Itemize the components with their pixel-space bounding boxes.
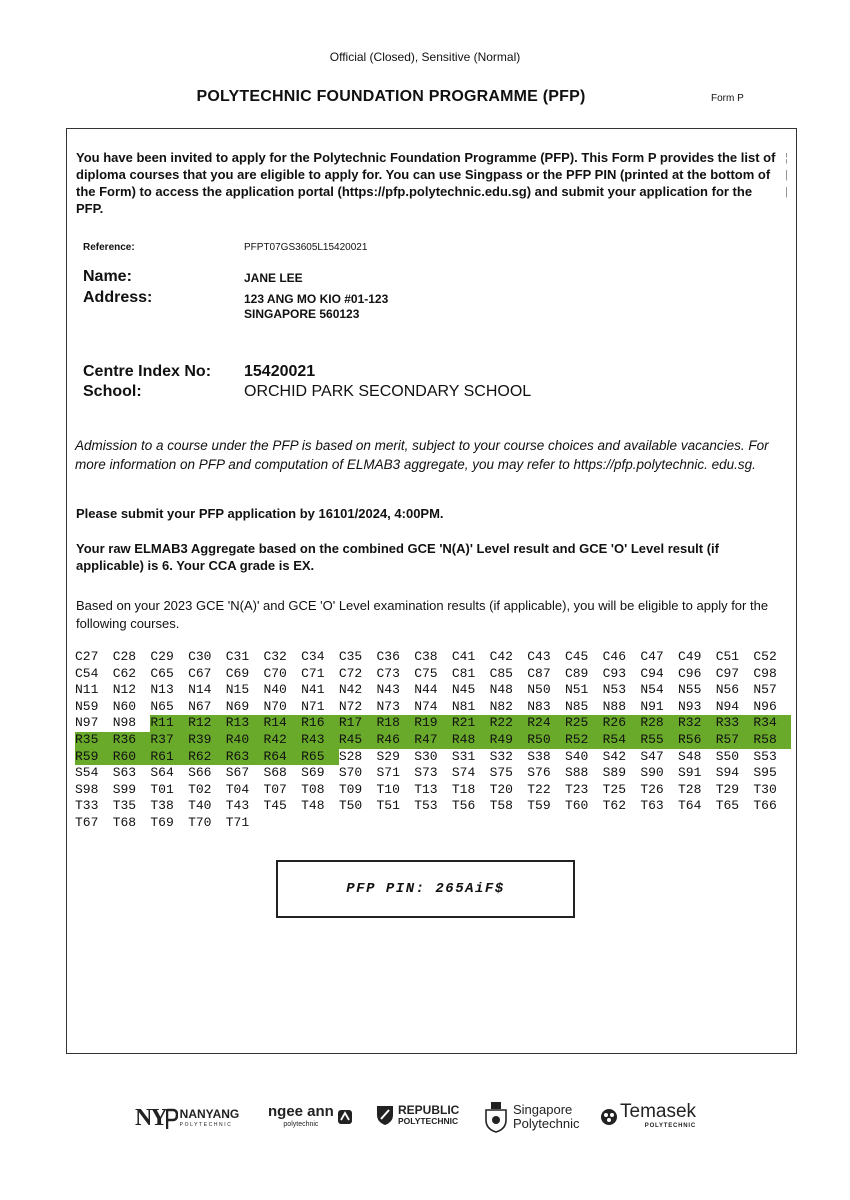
course-code: R21 bbox=[452, 715, 490, 732]
course-code: C85 bbox=[489, 665, 513, 681]
course-code: R57 bbox=[716, 732, 754, 749]
course-code: N57 bbox=[753, 682, 777, 698]
course-code: N73 bbox=[376, 698, 400, 714]
reference-value: PFPT07GS3605L15420021 bbox=[244, 242, 368, 253]
course-code: T40 bbox=[188, 798, 212, 814]
course-code: N91 bbox=[640, 698, 664, 714]
course-code: T02 bbox=[188, 781, 212, 797]
pfp-pin-text: PFP PIN: 265AiF$ bbox=[346, 881, 505, 897]
course-code-row bbox=[75, 682, 795, 699]
course-code: N65 bbox=[150, 698, 174, 714]
course-code: S50 bbox=[715, 748, 740, 764]
course-code: R35 bbox=[75, 732, 113, 749]
course-code: S73 bbox=[414, 765, 438, 781]
course-code: N56 bbox=[715, 682, 740, 698]
course-code: C51 bbox=[715, 649, 740, 664]
programme-title: POLYTECHNIC FOUNDATION PROGRAMME (PFP) bbox=[196, 88, 586, 105]
course-code: C94 bbox=[640, 665, 664, 681]
course-code: T33 bbox=[75, 798, 99, 814]
course-code: C89 bbox=[564, 665, 589, 681]
course-code: R40 bbox=[226, 732, 264, 749]
course-code: T53 bbox=[414, 798, 438, 814]
course-code: N88 bbox=[602, 698, 627, 714]
course-code: C87 bbox=[527, 665, 551, 681]
course-code: N45 bbox=[451, 682, 476, 698]
intro-paragraph: You have been invited to apply for the Polytechnic Foundation Programme (PFP). This Form P provides the list of diploma courses that you are eligible to apply for. You can use Singpass or the PFP PIN (printed at the bottom of the Form) to access the application portal (https://pfp.polytechnic.edu.sg) and submit your application for the PFP. bbox=[76, 150, 776, 216]
course-code-row bbox=[75, 732, 795, 749]
course-code: N50 bbox=[527, 682, 551, 698]
course-code: T18 bbox=[451, 781, 476, 797]
course-code: T68 bbox=[112, 814, 137, 830]
course-code: C96 bbox=[678, 665, 702, 681]
course-code: S70 bbox=[338, 765, 363, 781]
course-code: T30 bbox=[753, 781, 777, 797]
course-code: C34 bbox=[301, 649, 325, 664]
course-code: T69 bbox=[150, 814, 174, 830]
course-code: C98 bbox=[753, 665, 777, 681]
reference-label: Reference: bbox=[83, 242, 135, 253]
course-code: S28 bbox=[338, 748, 363, 764]
course-code: S38 bbox=[527, 748, 551, 764]
course-code: N12 bbox=[112, 682, 137, 698]
course-code: R47 bbox=[414, 732, 452, 749]
course-code: S89 bbox=[602, 765, 627, 781]
course-code: C41 bbox=[451, 649, 476, 664]
course-code: T70 bbox=[188, 814, 212, 830]
course-code: R64 bbox=[263, 749, 301, 766]
course-code: R17 bbox=[339, 715, 377, 732]
course-code-row bbox=[75, 715, 795, 732]
course-code: N72 bbox=[338, 698, 363, 714]
course-code: T60 bbox=[564, 798, 589, 814]
course-code-row bbox=[75, 666, 795, 683]
centre-index-label: Centre Index No: bbox=[83, 363, 212, 380]
address-line-1: 123 ANG MO KIO #01-123 bbox=[244, 292, 389, 306]
course-code: C97 bbox=[715, 665, 740, 681]
course-code: T13 bbox=[414, 781, 438, 797]
course-code: C67 bbox=[188, 665, 212, 681]
course-code-row bbox=[75, 749, 795, 766]
republic-logo bbox=[375, 1104, 459, 1126]
nyp-logo bbox=[135, 1105, 239, 1132]
course-code: S75 bbox=[489, 765, 513, 781]
course-code: T28 bbox=[678, 781, 702, 797]
course-code: S54 bbox=[75, 765, 99, 781]
course-code: S31 bbox=[451, 748, 476, 764]
course-code: N67 bbox=[188, 698, 212, 714]
course-code: C27 bbox=[75, 649, 99, 664]
course-code: C72 bbox=[338, 665, 363, 681]
rp-sub: POLYTECHNIC bbox=[398, 1116, 459, 1126]
course-code: S94 bbox=[715, 765, 740, 781]
pfp-pin-box bbox=[276, 860, 575, 918]
course-code: N98 bbox=[112, 715, 137, 731]
course-code: R25 bbox=[565, 715, 603, 732]
course-code: N15 bbox=[225, 682, 250, 698]
course-code: R11 bbox=[150, 715, 188, 732]
course-code: C30 bbox=[188, 649, 212, 664]
course-code: R52 bbox=[565, 732, 603, 749]
course-code: R43 bbox=[301, 732, 339, 749]
course-code: T10 bbox=[376, 781, 400, 797]
course-code: C45 bbox=[564, 649, 589, 664]
course-code: C38 bbox=[414, 649, 438, 664]
course-code: C35 bbox=[338, 649, 363, 664]
course-code: R59 bbox=[75, 749, 113, 766]
course-code: R26 bbox=[603, 715, 641, 732]
course-code: T29 bbox=[715, 781, 740, 797]
school-value: ORCHID PARK SECONDARY SCHOOL bbox=[244, 383, 532, 400]
course-code: T59 bbox=[527, 798, 551, 814]
course-code: N43 bbox=[376, 682, 400, 698]
course-code: T45 bbox=[263, 798, 287, 814]
course-code: R56 bbox=[678, 732, 716, 749]
course-code: R18 bbox=[377, 715, 415, 732]
course-code: S67 bbox=[225, 765, 250, 781]
course-code: N11 bbox=[75, 682, 99, 698]
course-code: N42 bbox=[338, 682, 363, 698]
course-code: R32 bbox=[678, 715, 716, 732]
course-code: C43 bbox=[527, 649, 551, 664]
course-code: C62 bbox=[112, 665, 137, 681]
course-code: T25 bbox=[602, 781, 627, 797]
tp-sub: POLYTECHNIC bbox=[644, 1123, 697, 1129]
course-code: C71 bbox=[301, 665, 325, 681]
centre-index-value: 15420021 bbox=[244, 363, 316, 380]
course-code: T35 bbox=[112, 798, 137, 814]
course-code: T63 bbox=[640, 798, 664, 814]
course-code: S69 bbox=[301, 765, 325, 781]
course-code: S63 bbox=[112, 765, 137, 781]
course-code: R46 bbox=[377, 732, 415, 749]
course-code: C47 bbox=[640, 649, 664, 664]
course-code-row bbox=[75, 815, 795, 832]
sp-sub: Polytechnic bbox=[513, 1116, 580, 1131]
school-label: School: bbox=[83, 383, 142, 400]
course-code: T56 bbox=[451, 798, 476, 814]
course-code: R37 bbox=[150, 732, 188, 749]
course-code: R12 bbox=[188, 715, 226, 732]
course-code: C32 bbox=[263, 649, 287, 664]
ngee-ann-logo bbox=[268, 1104, 353, 1130]
sp-crest-icon bbox=[483, 1101, 509, 1133]
deadline-notice: Please submit your PFP application by 16101/2024, 4:00PM. bbox=[76, 506, 444, 521]
course-code: S30 bbox=[414, 748, 438, 764]
course-code-row bbox=[75, 649, 795, 666]
course-code: C36 bbox=[376, 649, 400, 664]
tp-emblem-icon bbox=[600, 1108, 618, 1126]
course-code: S95 bbox=[753, 765, 777, 781]
course-code: T26 bbox=[640, 781, 664, 797]
course-code: T62 bbox=[602, 798, 627, 814]
nyp-mark: NY bbox=[135, 1105, 166, 1131]
course-code-row bbox=[75, 782, 795, 799]
course-code: R58 bbox=[753, 732, 791, 749]
course-code: N81 bbox=[451, 698, 476, 714]
course-code: N83 bbox=[527, 698, 551, 714]
course-code: C46 bbox=[602, 649, 627, 664]
edge-marks: ¦ | | bbox=[785, 152, 788, 198]
course-code: N74 bbox=[414, 698, 438, 714]
address-line-2: SINGAPORE 560123 bbox=[244, 307, 360, 321]
course-code: R65 bbox=[301, 749, 339, 766]
address-label: Address: bbox=[83, 289, 153, 306]
course-code: C52 bbox=[753, 649, 777, 664]
eligibility-statement: Based on your 2023 GCE 'N(A)' and GCE 'O' Level examination results (if applicable), you will be eligible to apply for the following courses. bbox=[76, 598, 769, 631]
course-code: R42 bbox=[263, 732, 301, 749]
course-code: R13 bbox=[226, 715, 264, 732]
course-code: N54 bbox=[640, 682, 664, 698]
course-code: S66 bbox=[188, 765, 212, 781]
course-code: R62 bbox=[188, 749, 226, 766]
course-code: T04 bbox=[225, 781, 250, 797]
course-code: R33 bbox=[716, 715, 754, 732]
course-code-row bbox=[75, 798, 795, 815]
course-code: T22 bbox=[527, 781, 551, 797]
course-code: T38 bbox=[150, 798, 174, 814]
course-code: N48 bbox=[489, 682, 513, 698]
course-code: R54 bbox=[603, 732, 641, 749]
polytechnic-logos bbox=[0, 1100, 850, 1140]
course-code: N44 bbox=[414, 682, 438, 698]
course-code: T65 bbox=[715, 798, 740, 814]
course-code: C69 bbox=[225, 665, 250, 681]
course-code: C93 bbox=[602, 665, 627, 681]
course-code: S71 bbox=[376, 765, 400, 781]
aggregate-statement: Your raw ELMAB3 Aggregate based on the combined GCE 'N(A)' Level result and GCE 'O' Level result (if applicable) is 6. Your CCA grade is EX. bbox=[76, 541, 719, 573]
course-code: T50 bbox=[338, 798, 363, 814]
course-code: N70 bbox=[263, 698, 287, 714]
course-code: T58 bbox=[489, 798, 513, 814]
nyp-sub: POLYTECHNIC bbox=[179, 1121, 233, 1128]
rp-name: REPUBLIC bbox=[398, 1103, 460, 1117]
np-emblem-icon bbox=[337, 1109, 353, 1125]
name-value: JANE LEE bbox=[244, 271, 303, 285]
course-code: C49 bbox=[678, 649, 702, 664]
course-code: R36 bbox=[113, 732, 151, 749]
tp-name: Temasek bbox=[620, 1101, 697, 1122]
course-code: N82 bbox=[489, 698, 513, 714]
course-code: T09 bbox=[338, 781, 363, 797]
admission-note: Admission to a course under the PFP is based on merit, subject to your course choices and available vacancies. For more information on PFP and computation of ELMAB3 aggregate, you may refer to https://pfp.polytechnic. edu.sg. bbox=[75, 438, 769, 472]
course-code: S91 bbox=[678, 765, 702, 781]
course-code: N59 bbox=[75, 698, 99, 714]
course-code: C65 bbox=[150, 665, 174, 681]
course-code: C42 bbox=[489, 649, 513, 664]
course-code: N53 bbox=[602, 682, 627, 698]
course-code-row bbox=[75, 765, 795, 782]
course-code: R60 bbox=[113, 749, 151, 766]
course-code: R22 bbox=[490, 715, 528, 732]
course-code-row bbox=[75, 699, 795, 716]
course-code: S42 bbox=[602, 748, 627, 764]
course-code: T08 bbox=[301, 781, 325, 797]
course-code: T07 bbox=[263, 781, 287, 797]
course-code: C70 bbox=[263, 665, 287, 681]
course-code: N14 bbox=[188, 682, 212, 698]
course-code: S32 bbox=[489, 748, 513, 764]
course-code: C75 bbox=[414, 665, 438, 681]
course-code: R45 bbox=[339, 732, 377, 749]
course-code: R16 bbox=[301, 715, 339, 732]
course-code: N60 bbox=[112, 698, 137, 714]
course-code: S88 bbox=[564, 765, 589, 781]
course-code: N41 bbox=[301, 682, 325, 698]
np-sub: polytechnic bbox=[283, 1121, 319, 1128]
course-code: R50 bbox=[527, 732, 565, 749]
form-code: Form P bbox=[711, 93, 744, 104]
course-code: R24 bbox=[527, 715, 565, 732]
course-code: T71 bbox=[225, 814, 250, 830]
course-code: S68 bbox=[263, 765, 287, 781]
course-code: N40 bbox=[263, 682, 287, 698]
course-code: S74 bbox=[451, 765, 476, 781]
course-code: N93 bbox=[678, 698, 702, 714]
course-code: C28 bbox=[112, 649, 137, 664]
course-code: S76 bbox=[527, 765, 551, 781]
course-code: R63 bbox=[226, 749, 264, 766]
course-code: N13 bbox=[150, 682, 174, 698]
nyp-p-icon bbox=[166, 1108, 178, 1130]
course-code: N55 bbox=[678, 682, 702, 698]
course-code: T67 bbox=[75, 814, 99, 830]
course-code: R61 bbox=[150, 749, 188, 766]
course-code: S90 bbox=[640, 765, 664, 781]
course-code: T01 bbox=[150, 781, 174, 797]
course-code: N51 bbox=[564, 682, 589, 698]
course-code: S53 bbox=[753, 748, 777, 764]
course-code: N97 bbox=[75, 715, 99, 731]
course-code: S47 bbox=[640, 748, 664, 764]
course-code: C54 bbox=[75, 665, 99, 681]
course-code: C81 bbox=[451, 665, 476, 681]
course-code: T66 bbox=[753, 798, 777, 814]
name-label: Name: bbox=[83, 268, 132, 285]
rp-shield-icon bbox=[375, 1104, 395, 1126]
course-code: C31 bbox=[225, 649, 250, 664]
course-code: R48 bbox=[452, 732, 490, 749]
course-code: R55 bbox=[640, 732, 678, 749]
course-code: C29 bbox=[150, 649, 174, 664]
course-code: R19 bbox=[414, 715, 452, 732]
course-code: N71 bbox=[301, 698, 325, 714]
course-code: T23 bbox=[564, 781, 589, 797]
course-code: N69 bbox=[225, 698, 250, 714]
course-code: T43 bbox=[225, 798, 250, 814]
course-code: R14 bbox=[263, 715, 301, 732]
nyp-name: NANYANG bbox=[179, 1106, 240, 1121]
course-code: R39 bbox=[188, 732, 226, 749]
classification-label: Official (Closed), Sensitive (Normal) bbox=[329, 50, 521, 64]
course-code: R49 bbox=[490, 732, 528, 749]
course-code: N85 bbox=[564, 698, 589, 714]
course-code: N94 bbox=[715, 698, 740, 714]
course-code: S64 bbox=[150, 765, 174, 781]
singapore-poly-logo bbox=[483, 1101, 579, 1133]
course-code-list bbox=[75, 649, 795, 832]
course-code: T20 bbox=[489, 781, 513, 797]
course-code: S98 bbox=[75, 781, 99, 797]
course-code: S40 bbox=[564, 748, 589, 764]
course-code: N96 bbox=[753, 698, 777, 714]
course-code: T51 bbox=[376, 798, 400, 814]
np-name: ngee ann bbox=[268, 1103, 334, 1120]
course-code: S99 bbox=[112, 781, 137, 797]
course-code: R34 bbox=[753, 715, 791, 732]
course-code: C73 bbox=[376, 665, 400, 681]
sp-name: Singapore bbox=[513, 1102, 573, 1117]
course-code: T64 bbox=[678, 798, 702, 814]
course-code: T48 bbox=[301, 798, 325, 814]
course-code: S29 bbox=[376, 748, 400, 764]
course-code: R28 bbox=[640, 715, 678, 732]
temasek-logo bbox=[600, 1102, 696, 1131]
course-code: S48 bbox=[678, 748, 702, 764]
